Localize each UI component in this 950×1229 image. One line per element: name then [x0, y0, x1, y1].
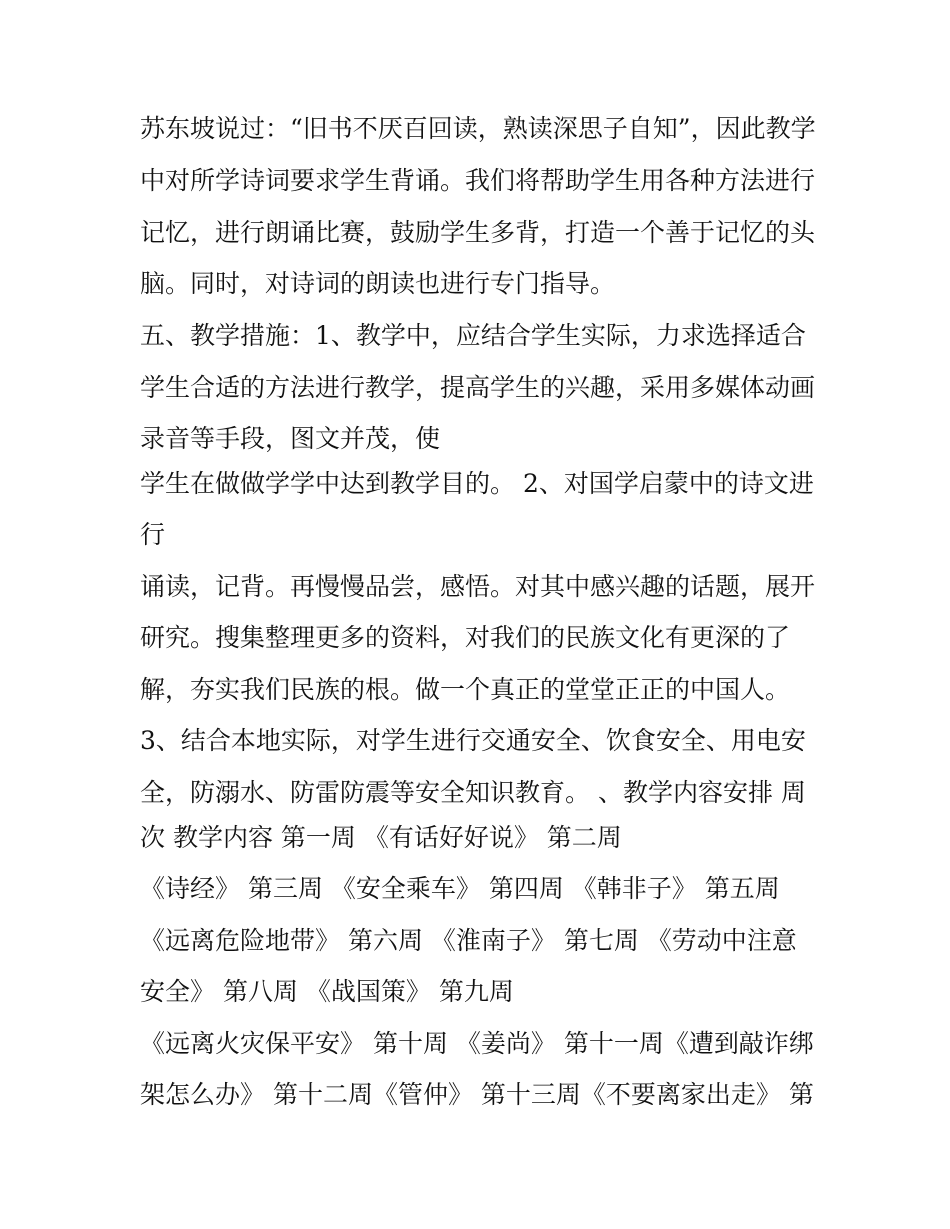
text-line-5: 五、教学措施：1、教学中，应结合学生实际，力求选择适合	[140, 321, 806, 350]
text-line-7: 录音等手段，图文并茂，使	[140, 424, 441, 453]
text-line-11: 研究。搜集整理更多的资料，对我们的民族文化有更深的了	[140, 623, 791, 652]
text-line-1: 苏东坡说过：“旧书不厌百回读，熟读深思子自知”，因此教学	[140, 114, 816, 143]
text-line-17: 《远离危险地带》 第六周 《淮南子》 第七周 《劳动中注意	[140, 926, 797, 955]
text-line-10: 诵读，记背。再慢慢品尝，感悟。对其中感兴趣的话题，展开	[140, 572, 816, 601]
text-line-20: 架怎么办》 第十二周《管仲》 第十三周《不要离家出走》 第	[140, 1080, 814, 1109]
text-line-12: 解，夯实我们民族的根。做一个真正的堂堂正正的中国人。	[140, 675, 791, 704]
text-line-18: 安全》 第八周 《战国策》 第九周	[140, 977, 514, 1006]
text-line-9: 行	[140, 520, 166, 549]
text-line-3: 记忆，进行朗诵比赛，鼓励学生多背，打造一个善于记忆的头	[140, 218, 816, 247]
text-line-19: 《远离火灾保平安》 第十周 《姜尚》 第十一周《遭到敲诈绑	[140, 1029, 814, 1058]
text-line-8: 学生在做做学学中达到教学目的。 2、对国学启蒙中的诗文进	[140, 469, 814, 498]
text-line-6: 学生合适的方法进行教学，提高学生的兴趣，采用多媒体动画	[140, 373, 816, 402]
text-line-2: 中对所学诗词要求学生背诵。我们将帮助学生用各种方法进行	[140, 166, 816, 195]
text-line-13: 3、结合本地实际，对学生进行交通安全、饮食安全、用电安	[140, 726, 806, 755]
text-line-4: 脑。同时，对诗词的朗读也进行专门指导。	[140, 269, 616, 298]
text-line-15: 次 教学内容 第一周 《有话好好说》 第二周	[140, 823, 622, 852]
text-line-16: 《诗经》 第三周 《安全乘车》 第四周 《韩非子》 第五周	[140, 874, 780, 903]
text-line-14: 全，防溺水、防雷防震等安全知识教育。 、教学内容安排 周	[140, 778, 806, 807]
